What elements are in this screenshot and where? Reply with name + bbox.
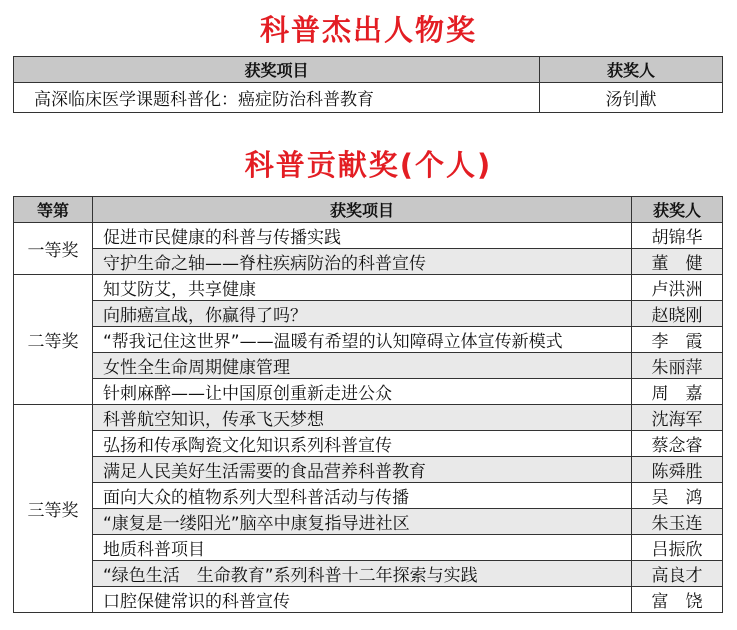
project-cell: “康复是一缕阳光”脑卒中康复指导进社区: [93, 509, 632, 535]
winner-cell: 富 饶: [632, 587, 723, 613]
table-row: [14, 249, 723, 275]
table-row: [14, 275, 723, 301]
winner-cell: 朱丽萍: [632, 353, 723, 379]
header-winner: 获奖人: [540, 57, 723, 83]
header-level: 等第: [14, 197, 93, 223]
table-row: [14, 83, 723, 113]
winner-cell: 赵晓刚: [632, 301, 723, 327]
project-cell: 向肺癌宣战，你赢得了吗？: [93, 301, 632, 327]
winner-cell: 沈海军: [632, 405, 723, 431]
contribution-award-table: [13, 196, 723, 613]
table-row: [14, 353, 723, 379]
section2-title: 科普贡献奖(个人): [244, 148, 493, 182]
winner-cell: 周 嘉: [632, 379, 723, 405]
table-row: [14, 483, 723, 509]
project-cell: “帮我记住这世界”——温暖有希望的认知障碍立体宣传新模式: [93, 327, 632, 353]
project-cell: 地质科普项目: [93, 535, 632, 561]
table-header-row: [14, 57, 723, 83]
header-winner: 获奖人: [632, 197, 723, 223]
project-cell: 面向大众的植物系列大型科普活动与传播: [93, 483, 632, 509]
section1-title: 科普杰出人物奖: [259, 13, 477, 47]
winner-cell: 高良才: [632, 561, 723, 587]
table-row: [14, 223, 723, 249]
winner-cell: 李 霞: [632, 327, 723, 353]
project-cell: 弘扬和传承陶瓷文化知识系列科普宣传: [93, 431, 632, 457]
header-project: 获奖项目: [93, 197, 632, 223]
outstanding-award-table: [13, 56, 723, 113]
level-cell-third: 三等奖: [14, 405, 93, 613]
winner-cell: 吕振欣: [632, 535, 723, 561]
project-cell: 针刺麻醉——让中国原创重新走进公众: [93, 379, 632, 405]
project-cell: 满足人民美好生活需要的食品营养科普教育: [93, 457, 632, 483]
winner-cell: 朱玉连: [632, 509, 723, 535]
table-row: [14, 379, 723, 405]
winner-cell: 陈舜胜: [632, 457, 723, 483]
project-cell: 守护生命之轴——脊柱疾病防治的科普宣传: [93, 249, 632, 275]
winner-cell: 胡锦华: [632, 223, 723, 249]
project-cell: 知艾防艾，共享健康: [93, 275, 632, 301]
winner-cell: 吴 鸿: [632, 483, 723, 509]
table-row: [14, 561, 723, 587]
table-row: [14, 457, 723, 483]
table-header-row: [14, 197, 723, 223]
level-cell-second: 二等奖: [14, 275, 93, 405]
header-project: 获奖项目: [14, 57, 540, 83]
table-row: [14, 535, 723, 561]
winner-cell: 卢洪洲: [632, 275, 723, 301]
project-cell: 女性全生命周期健康管理: [93, 353, 632, 379]
project-cell: 科普航空知识，传承飞天梦想: [93, 405, 632, 431]
level-cell-first: 一等奖: [14, 223, 93, 275]
table-row: [14, 509, 723, 535]
table-row: [14, 587, 723, 613]
project-cell: 高深临床医学课题科普化：癌症防治科普教育: [14, 83, 540, 113]
project-cell: “绿色生活 生命教育”系列科普十二年探索与实践: [93, 561, 632, 587]
winner-cell: 蔡念睿: [632, 431, 723, 457]
table-row: [14, 301, 723, 327]
project-cell: 促进市民健康的科普与传播实践: [93, 223, 632, 249]
project-cell: 口腔保健常识的科普宣传: [93, 587, 632, 613]
table-row: [14, 327, 723, 353]
winner-cell: 汤钊猷: [540, 83, 723, 113]
winner-cell: 董 健: [632, 249, 723, 275]
table-row: [14, 405, 723, 431]
table-row: [14, 431, 723, 457]
